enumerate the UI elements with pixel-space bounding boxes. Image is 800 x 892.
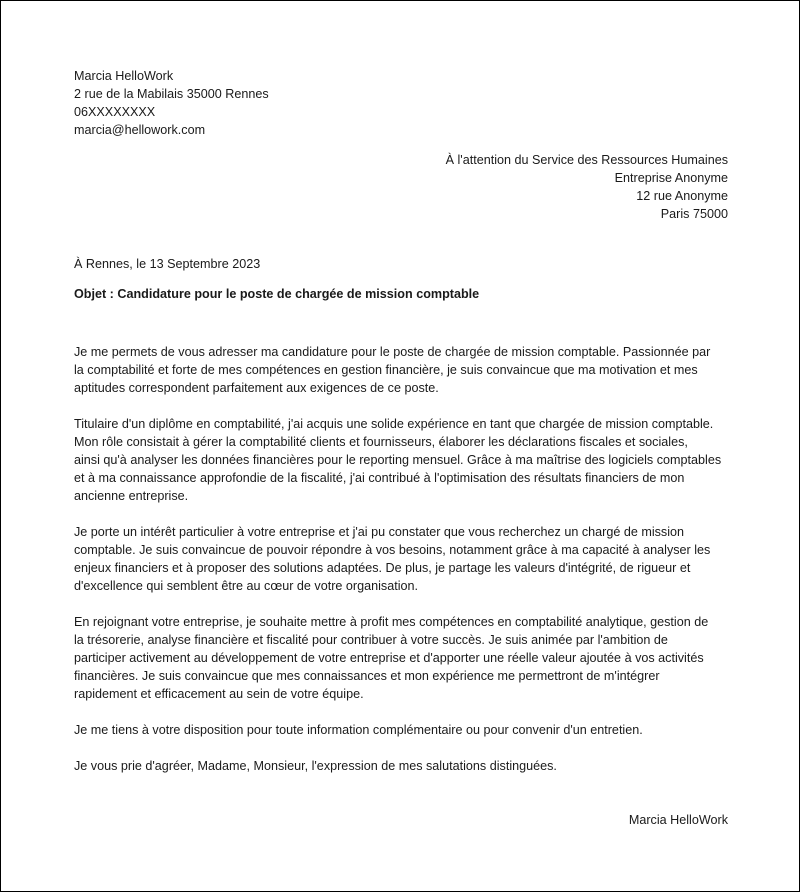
sender-name: Marcia HelloWork <box>74 69 174 83</box>
paragraph <box>74 415 734 505</box>
paragraph <box>74 523 734 595</box>
paragraph-line: d'excellence qui semblent être au cœur de votre organisation. <box>74 579 419 593</box>
recipient-street: 12 rue Anonyme <box>636 189 728 203</box>
sender-block <box>74 67 269 139</box>
sender-email: marcia@hellowork.com <box>74 123 206 137</box>
paragraph-line: la comptabilité et forte de mes compétences en gestion financière, je suis convaincue que ma motivation et mes <box>74 363 698 377</box>
paragraph-line: ancienne entreprise. <box>74 489 189 503</box>
paragraph-line: Mon rôle consistait à gérer la comptabilité clients et fournisseurs, élaborer les déclarations fiscales et sociales, <box>74 435 688 449</box>
paragraph-line: la trésorerie, analyse financière et fiscalité pour contribuer à votre succès. Je suis animée par l'ambition de <box>74 633 668 647</box>
paragraph-line: et à ma connaissance approfondie de la fiscalité, j'ai contribué à l'optimisation des résultats financiers de mon <box>74 471 685 485</box>
paragraph-line: ainsi qu'à analyser les données financières pour le reporting mensuel. Grâce à ma maîtrise des logiciels comptables <box>74 453 722 467</box>
paragraph-line: participer activement au développement de votre entreprise et d'apporter une réelle valeur ajoutée à vos activités <box>74 651 704 665</box>
sender-address: 2 rue de la Mabilais 35000 Rennes <box>74 87 269 101</box>
paragraph <box>74 613 734 703</box>
paragraph-line: Je me tiens à votre disposition pour toute information complémentaire ou pour convenir d'un entretien. <box>74 723 643 737</box>
recipient-company: Entreprise Anonyme <box>614 171 728 185</box>
recipient-city: Paris 75000 <box>660 207 728 221</box>
paragraph-line: comptable. Je suis convaincue de pouvoir répondre à vos besoins, notamment grâce à ma capacité à analyser les <box>74 543 711 557</box>
paragraph-line: Je vous prie d'agréer, Madame, Monsieur, l'expression de mes salutations distinguées. <box>74 759 557 773</box>
letter-body <box>74 343 734 793</box>
recipient-block <box>446 151 728 223</box>
date-line: À Rennes, le 13 Septembre 2023 <box>74 257 261 271</box>
signature: Marcia HelloWork <box>628 813 728 827</box>
recipient-attention: À l'attention du Service des Ressources Humaines <box>445 153 728 167</box>
paragraph <box>74 721 734 739</box>
paragraph-line: enjeux financiers et à proposer des solutions adaptées. De plus, je partage les valeurs d'intégrité, de rigueur et <box>74 561 691 575</box>
paragraph <box>74 757 734 775</box>
paragraph-line: aptitudes correspondent parfaitement aux exigences de ce poste. <box>74 381 439 395</box>
paragraph <box>74 343 734 397</box>
paragraph-line: financières. Je suis convaincue que mes connaissances et mon expérience me permettront de m'intégrer <box>74 669 660 683</box>
paragraph-line: Je porte un intérêt particulier à votre entreprise et j'ai pu constater que vous recherchez un chargé de mission <box>74 525 685 539</box>
paragraph-line: rapidement et efficacement au sein de votre équipe. <box>74 687 364 701</box>
sender-phone: 06XXXXXXXX <box>74 105 156 119</box>
paragraph-line: Je me permets de vous adresser ma candidature pour le poste de chargée de mission comptable. Passionnée par <box>74 345 711 359</box>
paragraph-line: En rejoignant votre entreprise, je souhaite mettre à profit mes compétences en comptabilité analytique, gestion de <box>74 615 709 629</box>
subject-line: Objet : Candidature pour le poste de chargée de mission comptable <box>74 287 480 301</box>
paragraph-line: Titulaire d'un diplôme en comptabilité, j'ai acquis une solide expérience en tant que chargée de mission comptable. <box>74 417 714 431</box>
